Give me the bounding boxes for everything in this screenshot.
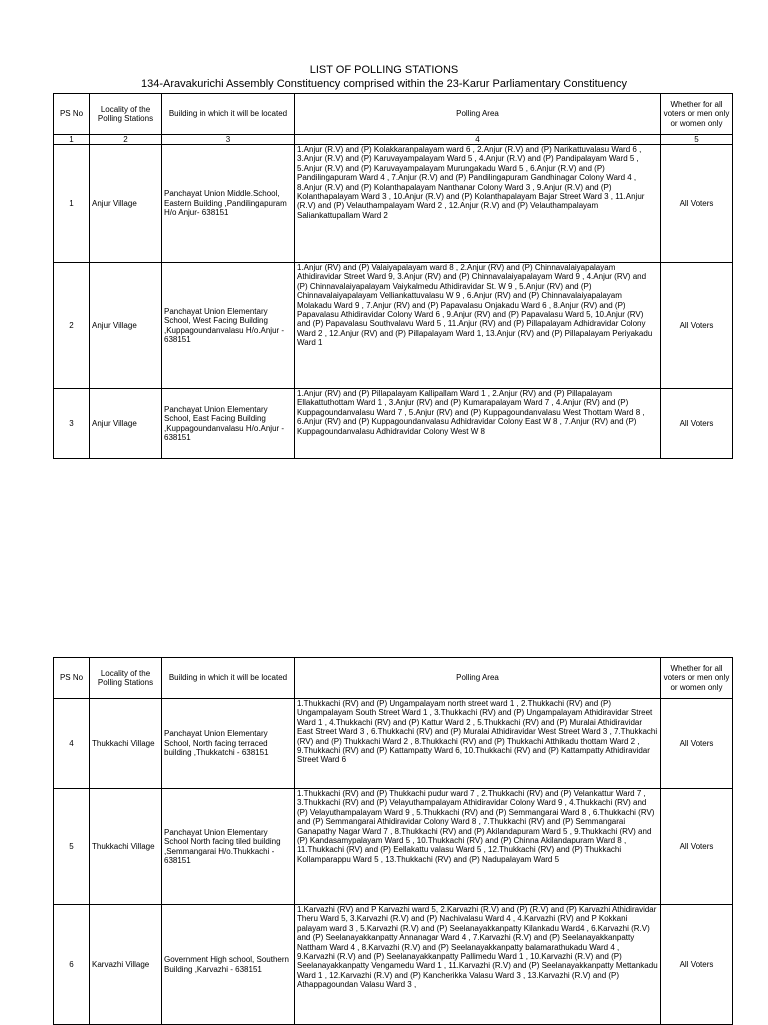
locality-cell: Karvazhi Village (90, 905, 162, 1025)
polling-area-cell: 1.Anjur (RV) and (P) Pillapalayam Kallipallam Ward 1 , 2.Anjur (RV) and (P) Pillapalayam Ellakattuthottam Ward 1 , 3.Anjur (RV) and (P) Kumarapalayam Ward 7 , 4.Anjur (RV) and (P) Kuppagoundanvalasu Ward 7 , 5.Anjur (RV) and (P) Kuppagoundanvalasu West Thottam Ward 8 , 6.Anjur (RV) and (P) Kuppagoundanvalasu Adhidravidar Colony East W 8 , 7.Anjur (RV) and (P) Kuppagoundanvalasu Adhidravidar Colony West W 8 (295, 389, 661, 459)
header-row (54, 658, 733, 699)
locality-cell: Thukkachi Village (90, 789, 162, 905)
ps-no-cell: 4 (54, 699, 90, 789)
page-subtitle: 134-Aravakurichi Assembly Constituency comprised within the 23-Karur Parliamentary Constituency (140, 78, 628, 90)
building-cell: Panchayat Union Elementary School North facing tiled building ,Semmangarai H/o.Thukkachi - 638151 (162, 789, 295, 905)
table-row (54, 905, 733, 1025)
column-number: 1 (54, 135, 90, 145)
column-number: 3 (162, 135, 295, 145)
locality-cell: Anjur Village (90, 389, 162, 459)
locality-cell: Thukkachi Village (90, 699, 162, 789)
table-row (54, 145, 733, 263)
building-cell: Panchayat Union Elementary School, East Facing Building ,Kuppagoundanvalasu H/o.Anjur - 638151 (162, 389, 295, 459)
voters-cell: All Voters (661, 389, 733, 459)
polling-area-cell: 1.Thukkachi (RV) and (P) Thukkachi pudur ward 7 , 2.Thukkachi (RV) and (P) Velankattur Ward 7 , 3.Thukkachi (RV) and (P) Velayuthampalayam Athidiravidar Colony Ward 9 , 4.Thukkachi (RV) and (P) Velayuthampalayam Ward 9 , 5.Thukkachi (RV) and (P) Semmangarai Ward 8 , 6.Thukkachi (RV) and (P) Semmangarai Athidiravidar Colony Ward 8 , 7.Thukkachi (RV) and (P) Semmangarai Ganapathy Nagar Ward 7 , 8.Thukkachi (RV) and (P) Akilandapuram Ward 5 , 9.Thukkachi (RV) and (P) Kandasamypalayam Ward 5 , 10.Thukkachi (RV) and (P) Chinna Akilandapuram Ward 8 , 11.Thukkachi (RV) and (P) Eellakattu valasu Ward 5 , 12.Thukkachi (RV) and (P) Thukkachi Kollamparappu Ward 5 , 13.Thukkachi (RV) and (P) Nadupalayam Ward 5 (295, 789, 661, 905)
header-locality: Locality of the Polling Stations (90, 94, 162, 135)
header-ps-no: PS No (54, 658, 90, 699)
table-row (54, 699, 733, 789)
voters-cell: All Voters (661, 145, 733, 263)
ps-no-cell: 1 (54, 145, 90, 263)
ps-no-cell: 6 (54, 905, 90, 1025)
header-building: Building in which it will be located (162, 94, 295, 135)
building-cell: Panchayat Union Elementary School, North facing terraced building ,Thukkatchi - 638151 (162, 699, 295, 789)
building-cell: Panchayat Union Elementary School, West Facing Building ,Kuppagoundanvalasu H/o.Anjur - 638151 (162, 263, 295, 389)
header-polling-area: Polling Area (295, 658, 661, 699)
locality-cell: Anjur Village (90, 263, 162, 389)
header-ps-no: PS No (54, 94, 90, 135)
building-cell: Government High school, Southern Building ,Karvazhi - 638151 (162, 905, 295, 1025)
header-locality: Locality of the Polling Stations (90, 658, 162, 699)
table-row (54, 389, 733, 459)
column-number: 5 (661, 135, 733, 145)
ps-no-cell: 2 (54, 263, 90, 389)
header-polling-area: Polling Area (295, 94, 661, 135)
ps-no-cell: 3 (54, 389, 90, 459)
table-row (54, 263, 733, 389)
column-number: 4 (295, 135, 661, 145)
polling-area-cell: 1.Anjur (R.V) and (P) Kolakkaranpalayam ward 6 , 2.Anjur (R.V) and (P) Narikattuvalasu Ward 6 , 3.Anjur (R.V) and (P) Karuvayampalayam Ward 5 , 4.Anjur (R.V) and (P) Pandipalayam Ward 5 , 5.Anjur (R.V) and (P) Karuvayampalayam Murungakadu Ward 5 , 6.Anjur (R.V) and (P) Pandilingapuram Ward 4 , 7.Anjur (R.V) and (P) Pandilingapuram Gandhinagar Colony Ward 4 , 8.Anjur (R.V) and (P) Kolanthapalayam Nanthanar Colony Ward 3 , 9.Anjur (R.V) and (P) Kolanthapalayam Ward 3 , 10.Anjur (R.V) and (P) Kolanthapalayam Bajar Street Ward 3 , 11.Anjur (R.V) and (P) Velauthampalayam Ward 2 , 12.Anjur (R.V) and (P) Velauthampalayam Saliankattupallam Ward 2 (295, 145, 661, 263)
polling-area-cell: 1.Thukkachi (RV) and (P) Ungampalayam north street ward 1 , 2.Thukkachi (RV) and (P) Ungampalayam South Street Ward 1 , 3.Thukkachi (RV) and (P) Ungampalayam Athidiravidar Street Ward 1 , 4.Thukkachi (RV) and (P) Kattur Ward 2 , 5.Thukkachi (RV) and (P) Muralai Athidiravidar East Street Ward 3 , 6.Thukkachi (RV) and (P) Muralai Athidiravidar West Street Ward 3 , 7.Thukkachi (RV) and (P) Thukkachi Ward 2 , 8.Thukkachi (RV) and (P) Thukkachi Atthikadu thottam Ward 2 , 9.Thukkachi (RV) and (P) Kattampatty Ward 6, 10.Thukkachi (RV) and (P) Kattampatty Athidiravidar Street Ward 6 (295, 699, 661, 789)
header-whether: Whether for all voters or men only or women only (661, 94, 733, 135)
column-number-row (54, 135, 733, 145)
ps-no-cell: 5 (54, 789, 90, 905)
header-row (54, 94, 733, 135)
header-whether: Whether for all voters or men only or women only (661, 658, 733, 699)
header-building: Building in which it will be located (162, 658, 295, 699)
polling-stations-table-2 (53, 657, 733, 1025)
polling-stations-table-1 (53, 93, 733, 459)
page-title: LIST OF POLLING STATIONS (309, 64, 459, 76)
polling-area-cell: 1.Karvazhi (RV) and P Karvazhi ward 5, 2.Karvazhi (R.V) and (P) (R.V) and (P) Karvazhi Athidiravidar Theru Ward 5, 3.Karvazhi (R.V) and (P) Nachivalasu Ward 4 , 4.Karvazhi (RV) and P Kokkani palayam ward 3 , 5.Karvazhi (R.V) and (P) Seelanayakkanpatty Kilankadu Ward4 , 6.Karvazhi (R.V) and (P) Seelanayakkanpatty Annanagar Ward 4 , 7.Karvazhi (R.V) and (P) Seelanayakkanpatty Nattham Ward 4 , 8.Karvazhi (R.V) and (P) Seelanayakkanpatty balamarathukadu Ward 4 , 9.Karvazhi (R.V) and (P) Seelanayakkanpatty Pallimedu Ward 1 , 10.Karvazhi (R.V) and (P) Seelanayakkanpatty Vengamedu Ward 1 , 11.Karvazhi (R.V) and (P) Seelanayakkanpatty Mettankadu Ward 1 , 12.Karvazhi (R.V) and (P) Kancherikka Valasu Ward 3 , 13.Karvazhi (R.V) and (P) Athappagoundan Valasu Ward 3 , (295, 905, 661, 1025)
building-cell: Panchayat Union Middle.School, Eastern Building ,Pandilingapuram H/o Anjur- 638151 (162, 145, 295, 263)
voters-cell: All Voters (661, 905, 733, 1025)
voters-cell: All Voters (661, 789, 733, 905)
table-row (54, 789, 733, 905)
locality-cell: Anjur Village (90, 145, 162, 263)
column-number: 2 (90, 135, 162, 145)
polling-area-cell: 1.Anjur (RV) and (P) Valaiyapalayam ward 8 , 2.Anjur (RV) and (P) Chinnavalaiyapalayam Athidiravidar Street Ward 9, 3.Anjur (RV) and (P) Chinnavalaiyapalayam Ward 9 , 4.Anjur (RV) and (P) Chinnavalaiyapalayam Vaiykalmedu Athidiravidar St. W 9 , 5.Anjur (RV) and (P) Chinnavalaiyapalayam Velliankattuvalasu W 9 , 6.Anjur (RV) and (P) Chinnavalaiyapalayam Molakadu Ward 9 , 7.Anjur (RV) and (P) Papavalasu Onjakadu Ward 6 , 8.Anjur (RV) and (P) Papavalasu Athidiravidar Colony Ward 6 , 9.Anjur (RV) and (P) Papavalasu Ward 5, 10.Anjur (RV) and (P) Papavalasu Southvalavu Ward 5 , 11.Anjur (RV) and (P) Pillapalayam Adhidravidar Colony Ward 2 , 12.Anjur (RV) and (P) Pillapalayam Ward 1, 13.Anjur (RV) and (P) Pillapalayam Periyakadu Ward 1 (295, 263, 661, 389)
voters-cell: All Voters (661, 699, 733, 789)
voters-cell: All Voters (661, 263, 733, 389)
